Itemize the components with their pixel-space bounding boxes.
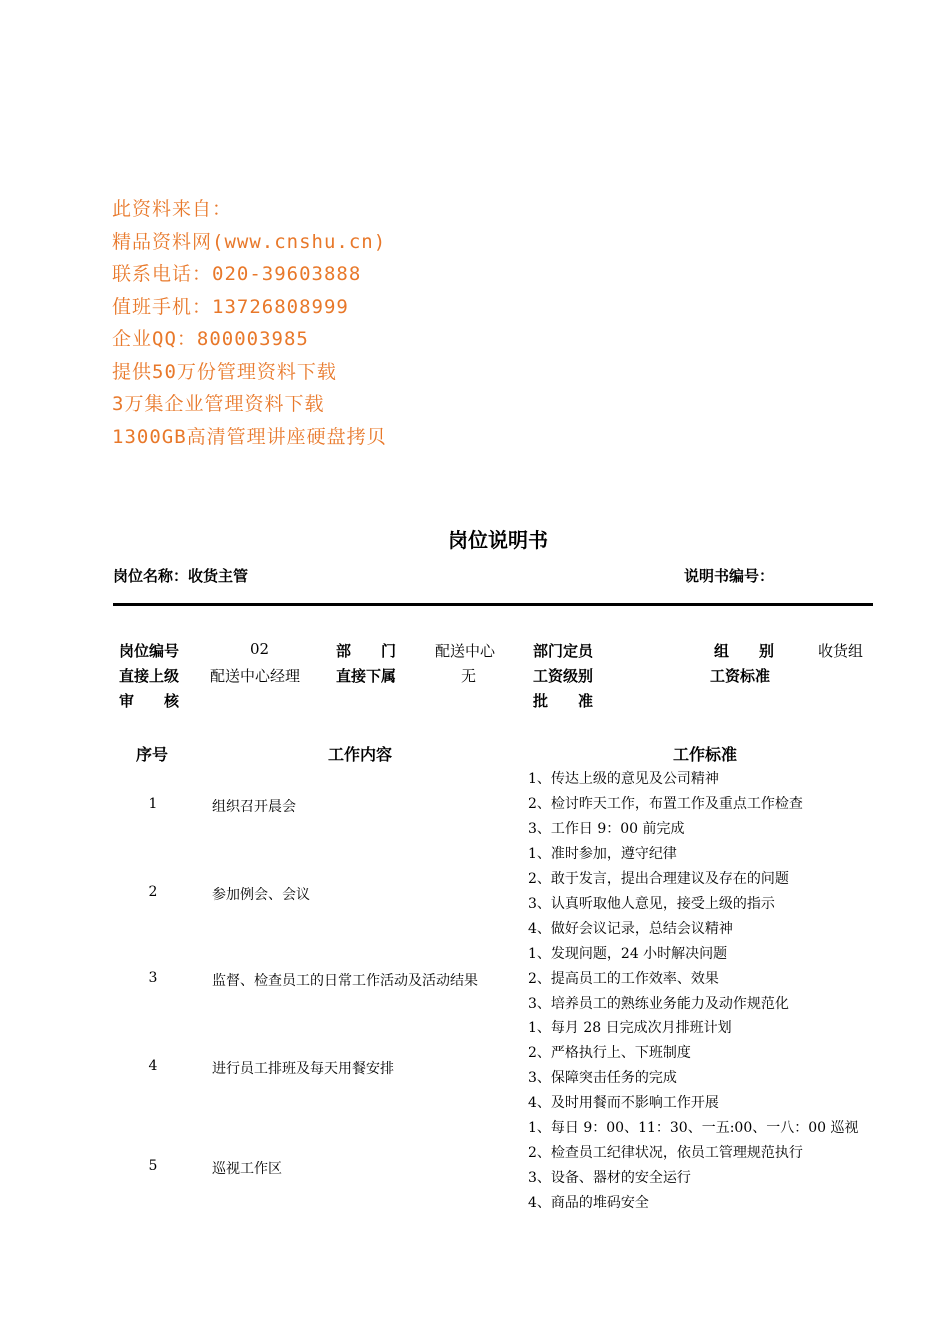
promo-line-offer-2: 3万集企业管理资料下载 [112,393,325,415]
row-4-standard-2: 2、严格执行上、下班制度 [528,1045,691,1061]
row-2-seq: 2 [148,884,158,900]
col-header-standard: 工作标准 [673,745,738,764]
wage-level-label: 工资级别 [533,667,594,685]
promo-line-offer-1: 提供50万份管理资料下载 [112,360,337,383]
promo-line-phone: 联系电话：020-39603888 [112,263,362,285]
row-2-standard-1: 1、准时参加，遵守纪律 [528,846,677,862]
source-promo-block [112,193,387,453]
promo-line-mobile: 值班手机：13726808999 [112,295,349,318]
review-label: 审 核 [119,692,180,710]
group-value: 收货组 [818,642,864,660]
subordinate-value: 无 [461,667,477,685]
col-header-seq: 序号 [136,745,169,764]
row-3-standard-3: 3、培养员工的熟练业务能力及动作规范化 [528,996,789,1012]
row-5-standard-2: 2、检查员工纪律状况，依员工管理规范执行 [528,1145,803,1161]
row-4-content: 进行员工排班及每天用餐安排 [212,1061,394,1077]
row-1-content: 组织召开晨会 [212,799,296,815]
promo-line-offer-3: 1300GB高清管理讲座硬盘拷贝 [112,425,387,448]
post-no-value: 02 [250,640,270,658]
row-1-standard-2: 2、检讨昨天工作，布置工作及重点工作检查 [528,796,803,812]
row-5-standard-3: 3、设备、器材的安全运行 [528,1170,691,1186]
document-title: 岗位说明书 [448,528,548,552]
dept-label: 部 门 [336,642,397,660]
row-2-content: 参加例会、会议 [212,887,310,903]
approve-label: 批 准 [533,692,594,710]
doc-number-label: 说明书编号： [684,567,775,585]
row-1-standard-3: 3、工作日 9：00 前完成 [528,821,685,837]
group-label: 组 别 [714,642,775,660]
promo-line-website: 精品资料网(www.cnshu.cn) [112,230,387,253]
dept-quota-label: 部门定员 [533,642,594,660]
row-1-standard-1: 1、传达上级的意见及公司精神 [528,771,719,787]
row-5-seq: 5 [148,1158,158,1174]
dept-value: 配送中心 [435,642,496,660]
promo-line-source: 此资料来自： [112,198,233,220]
row-3-seq: 3 [148,970,158,986]
post-no-label: 岗位编号 [119,642,180,660]
row-2-standard-3: 3、认真听取他人意见，接受上级的指示 [528,896,775,912]
row-4-standard-3: 3、保障突击任务的完成 [528,1070,677,1086]
row-3-standard-2: 2、提高员工的工作效率、效果 [528,971,719,987]
superior-value: 配送中心经理 [210,667,301,685]
row-3-standard-1: 1、发现问题，24 小时解决问题 [528,946,728,962]
row-4-seq: 4 [148,1058,158,1074]
col-header-content: 工作内容 [328,745,393,764]
row-4-standard-4: 4、及时用餐而不影响工作开展 [528,1095,719,1111]
superior-label: 直接上级 [119,667,180,685]
promo-line-qq: 企业QQ：800003985 [112,328,309,350]
header-rule [113,603,873,606]
wage-std-label: 工资标准 [710,667,771,685]
subordinate-label: 直接下属 [336,667,397,685]
row-3-content: 监督、检查员工的日常工作活动及活动结果 [212,973,478,989]
row-5-content: 巡视工作区 [212,1161,282,1177]
row-2-standard-2: 2、敢于发言，提出合理建议及存在的问题 [528,871,789,887]
row-5-standard-4: 4、商品的堆码安全 [528,1195,649,1211]
row-1-seq: 1 [148,796,158,812]
position-name: 岗位名称：收货主管 [113,567,249,585]
row-2-standard-4: 4、做好会议记录，总结会议精神 [528,921,733,937]
row-5-standard-1: 1、每日 9：00、11：30、一五:00、一八：00 巡视 [528,1120,859,1136]
row-4-standard-1: 1、每月 28 日完成次月排班计划 [528,1020,732,1036]
